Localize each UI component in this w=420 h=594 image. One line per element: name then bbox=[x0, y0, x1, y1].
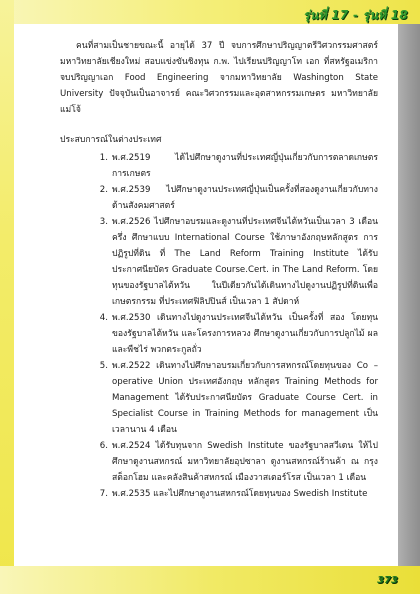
list-item bbox=[60, 182, 378, 214]
item-text: พ.ศ.2522 เดินทางไปศึกษาอบรมเกี่ยวกับการสหกรณ์โดยทุนของ Co – operative Union ประเทศอังกฤษ หลักสูตร Training Methods for Management ได้รับประกาศนียบัตร Graduate Course Cert. in Specialist Course in Training Methods for management เป็น เวลานาน 4 เดือน bbox=[112, 361, 378, 435]
section-title: ประสบการณ์ในต่างประเทศ bbox=[60, 135, 162, 145]
item-text: พ.ศ.2535 และไปศึกษาดูงานสหกรณ์โดยทุนของ Swedish Institute bbox=[112, 489, 368, 499]
list-item bbox=[60, 358, 378, 438]
bottom-decorative-band bbox=[0, 566, 420, 594]
item-text: พ.ศ.2530 เดินทางไปดูงานประเทศจีนไต้หวัน เป็นครั้งที่ สอง โดยทุน ของรัฐบาลไต้หวัน และโครงการหลวง ศึกษาดูงานเกี่ยวกับการปลูกไม้ ผล และพืชไร่ พวกตระกูลถั่ว bbox=[112, 313, 378, 355]
item-number: 6. bbox=[99, 441, 108, 451]
list-item bbox=[60, 150, 378, 182]
intro-paragraph: คนที่สามเป็นชายขณะนี้ อายุได้ 37 ปี จบการศึกษาปริญญาตรีวิศวกรรมศาสตร์ มหาวิทยาลัยเชียงใหม่ สอบแข่งขันชิงทุน ก.พ. ไปเรียนปริญญาโท เอก ที่สหรัฐอเมริกา จบปริญญาเอก Food Engineering จากมหาวิทยาลัย Washington State University ปัจจุบันเป็นอาจารย์ คณะวิศวกรรมและอุตสาหกรรมเกษตร มหาวิทยาลัยแม่โจ้ bbox=[60, 41, 378, 115]
item-number: 5. bbox=[99, 361, 108, 371]
item-text: พ.ศ.2526 ไปศึกษาอบรมและดูงานที่ประเทศจีนไต้หวันเป็นเวลา 3 เดือนครึ่ง ศึกษาแบบ International Course ใช้ภาษาอังกฤษหลักสูตร การปฏิรูปที่ดิน ที่ The Land Reform Training Institute ได้รับ ประกาศนียบัตร Graduate Course.Cert. in The Land Reform. โดย ทุนของรัฐบาลไต้หวัน ในปีเดียวกันได้เดินทางไปดูงานปฏิรูปที่ดินเพื่อ เกษตรกรรม ที่ประเทศฟิลิปปินส์ เป็นเวลา 1 สัปดาห์ bbox=[112, 217, 378, 307]
header-title: รุ่นที่ 17 - รุ่นที่ 18 bbox=[303, 8, 408, 22]
list-item bbox=[60, 214, 378, 310]
item-number: 7. bbox=[99, 489, 108, 499]
left-decorative-band bbox=[0, 0, 14, 594]
item-number: 4. bbox=[99, 313, 108, 323]
item-text: พ.ศ.2524 ได้รับทุนจาก Swedish Institute ของรัฐบาลสวีเดน ให้ไป ศึกษาดูงานสหกรณ์ มหาวิทยาลัยอุปซาลา ดูงานสหกรณ์ร้านค้า ณ กรุง สต็อกโฮม และคลังสินค้าสหกรณ์ เมืองวาสเตอร์โรส เป็นเวลา 1 เดือน bbox=[112, 441, 378, 483]
item-text: พ.ศ.2539 ไปศึกษาดูงานประเทศญี่ปุ่นเป็นครั้งที่สองดูงานเกี่ยวกับทาง ด้านสังคมศาสตร์ bbox=[112, 185, 378, 211]
item-number: 1. bbox=[99, 153, 108, 163]
experience-list bbox=[60, 150, 378, 502]
item-number: 3. bbox=[99, 217, 108, 227]
list-item bbox=[60, 310, 378, 358]
list-item bbox=[60, 438, 378, 486]
item-text: พ.ศ.2519 ได้ไปศึกษาดูงานที่ประเทศญี่ปุ่นเกี่ยวกับการตลาดเกษตร การเกษตร bbox=[112, 153, 378, 179]
right-gray-band bbox=[398, 24, 420, 566]
page-content bbox=[60, 38, 378, 502]
list-item bbox=[60, 486, 378, 502]
item-number: 2. bbox=[99, 185, 108, 195]
page-number: 373 bbox=[377, 575, 398, 586]
